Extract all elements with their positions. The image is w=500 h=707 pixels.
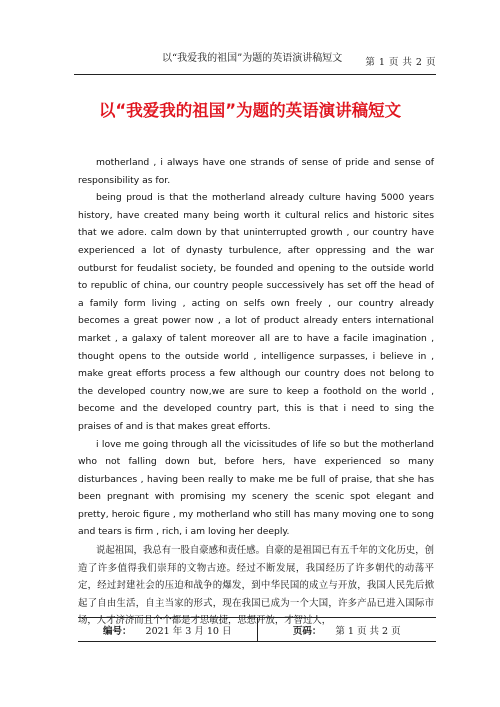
footer-number-label: 编号： xyxy=(103,625,132,637)
header-document-name: 以“我爱我的祖国”为题的英语演讲稿短文 xyxy=(162,53,343,64)
document-body xyxy=(78,154,434,630)
paragraph-2: being proud is that the motherland already culture having 5000 years history, have created many being worth it cultural relics and historic sites that we adore. calm down by that uninterrupted growth , our country have experienced a lot of dynasty turbulence, after oppressing and the war outburst for feudalist society, be founded and opening to the outside world to republic of china, our country people successively has set off the head of a family form living , acting on selfs own freely , our country already becomes a great power now , a lot of product already enters international market , a galaxy of talent moreover all are to have a facile imagination , thought opens to the outside world , intelligence surpasses, i believe in , make great efforts process a few although our country does not belong to the developed country now,we are sure to keep a foothold on the world , become and the developed country part, this is that i need to sing the praises of and is that makes great efforts. xyxy=(78,192,434,432)
footer-table xyxy=(78,617,436,642)
header-rule xyxy=(74,74,436,75)
footer-number-value: 2021 年 3 月 10 日 xyxy=(145,625,232,637)
paragraph-1: motherland , i always have one strands of sense of pride and sense of responsibility as for. xyxy=(78,157,434,186)
footer-number-cell xyxy=(78,618,257,641)
header-page-indicator: 第 1 页 共 2 页 xyxy=(365,57,436,68)
footer-page-label: 页码： xyxy=(292,625,322,637)
document-title: 以“我爱我的祖国”为题的英语演讲稿短文 xyxy=(98,101,402,120)
paragraph-4: 说起祖国，我总有一股自豪感和责任感。自豪的是祖国已有五千年的文化历史，创造了许多值得我们崇拜的文物古迹。经过不断发展，我国经历了许多朝代的动荡平定，经过封建社会的压迫和战争的爆发，到中华民国的成立与开放，我国人民先后掀起了自由生活，自主当家的形式，现在我国已成为一个大国，许多产品已进入国际市场，人才济济而且个个都是才思敏捷，思想开放，才智过人， xyxy=(78,545,434,627)
footer-page-cell xyxy=(257,618,437,641)
paragraph-3: i love me going through all the vicissitudes of life so but the motherland who not falling down but, before hers, have experienced so many disturbances , having been really to make me be full of praise, that she has been pregnant with promising my scenery the scenic spot elegant and pretty, heroic figure , my motherland who still has many moving one to song and tears is firm , rich, i am loving her deeply. xyxy=(78,438,434,538)
footer-page-value: 第 1 页 共 2 页 xyxy=(335,625,401,637)
